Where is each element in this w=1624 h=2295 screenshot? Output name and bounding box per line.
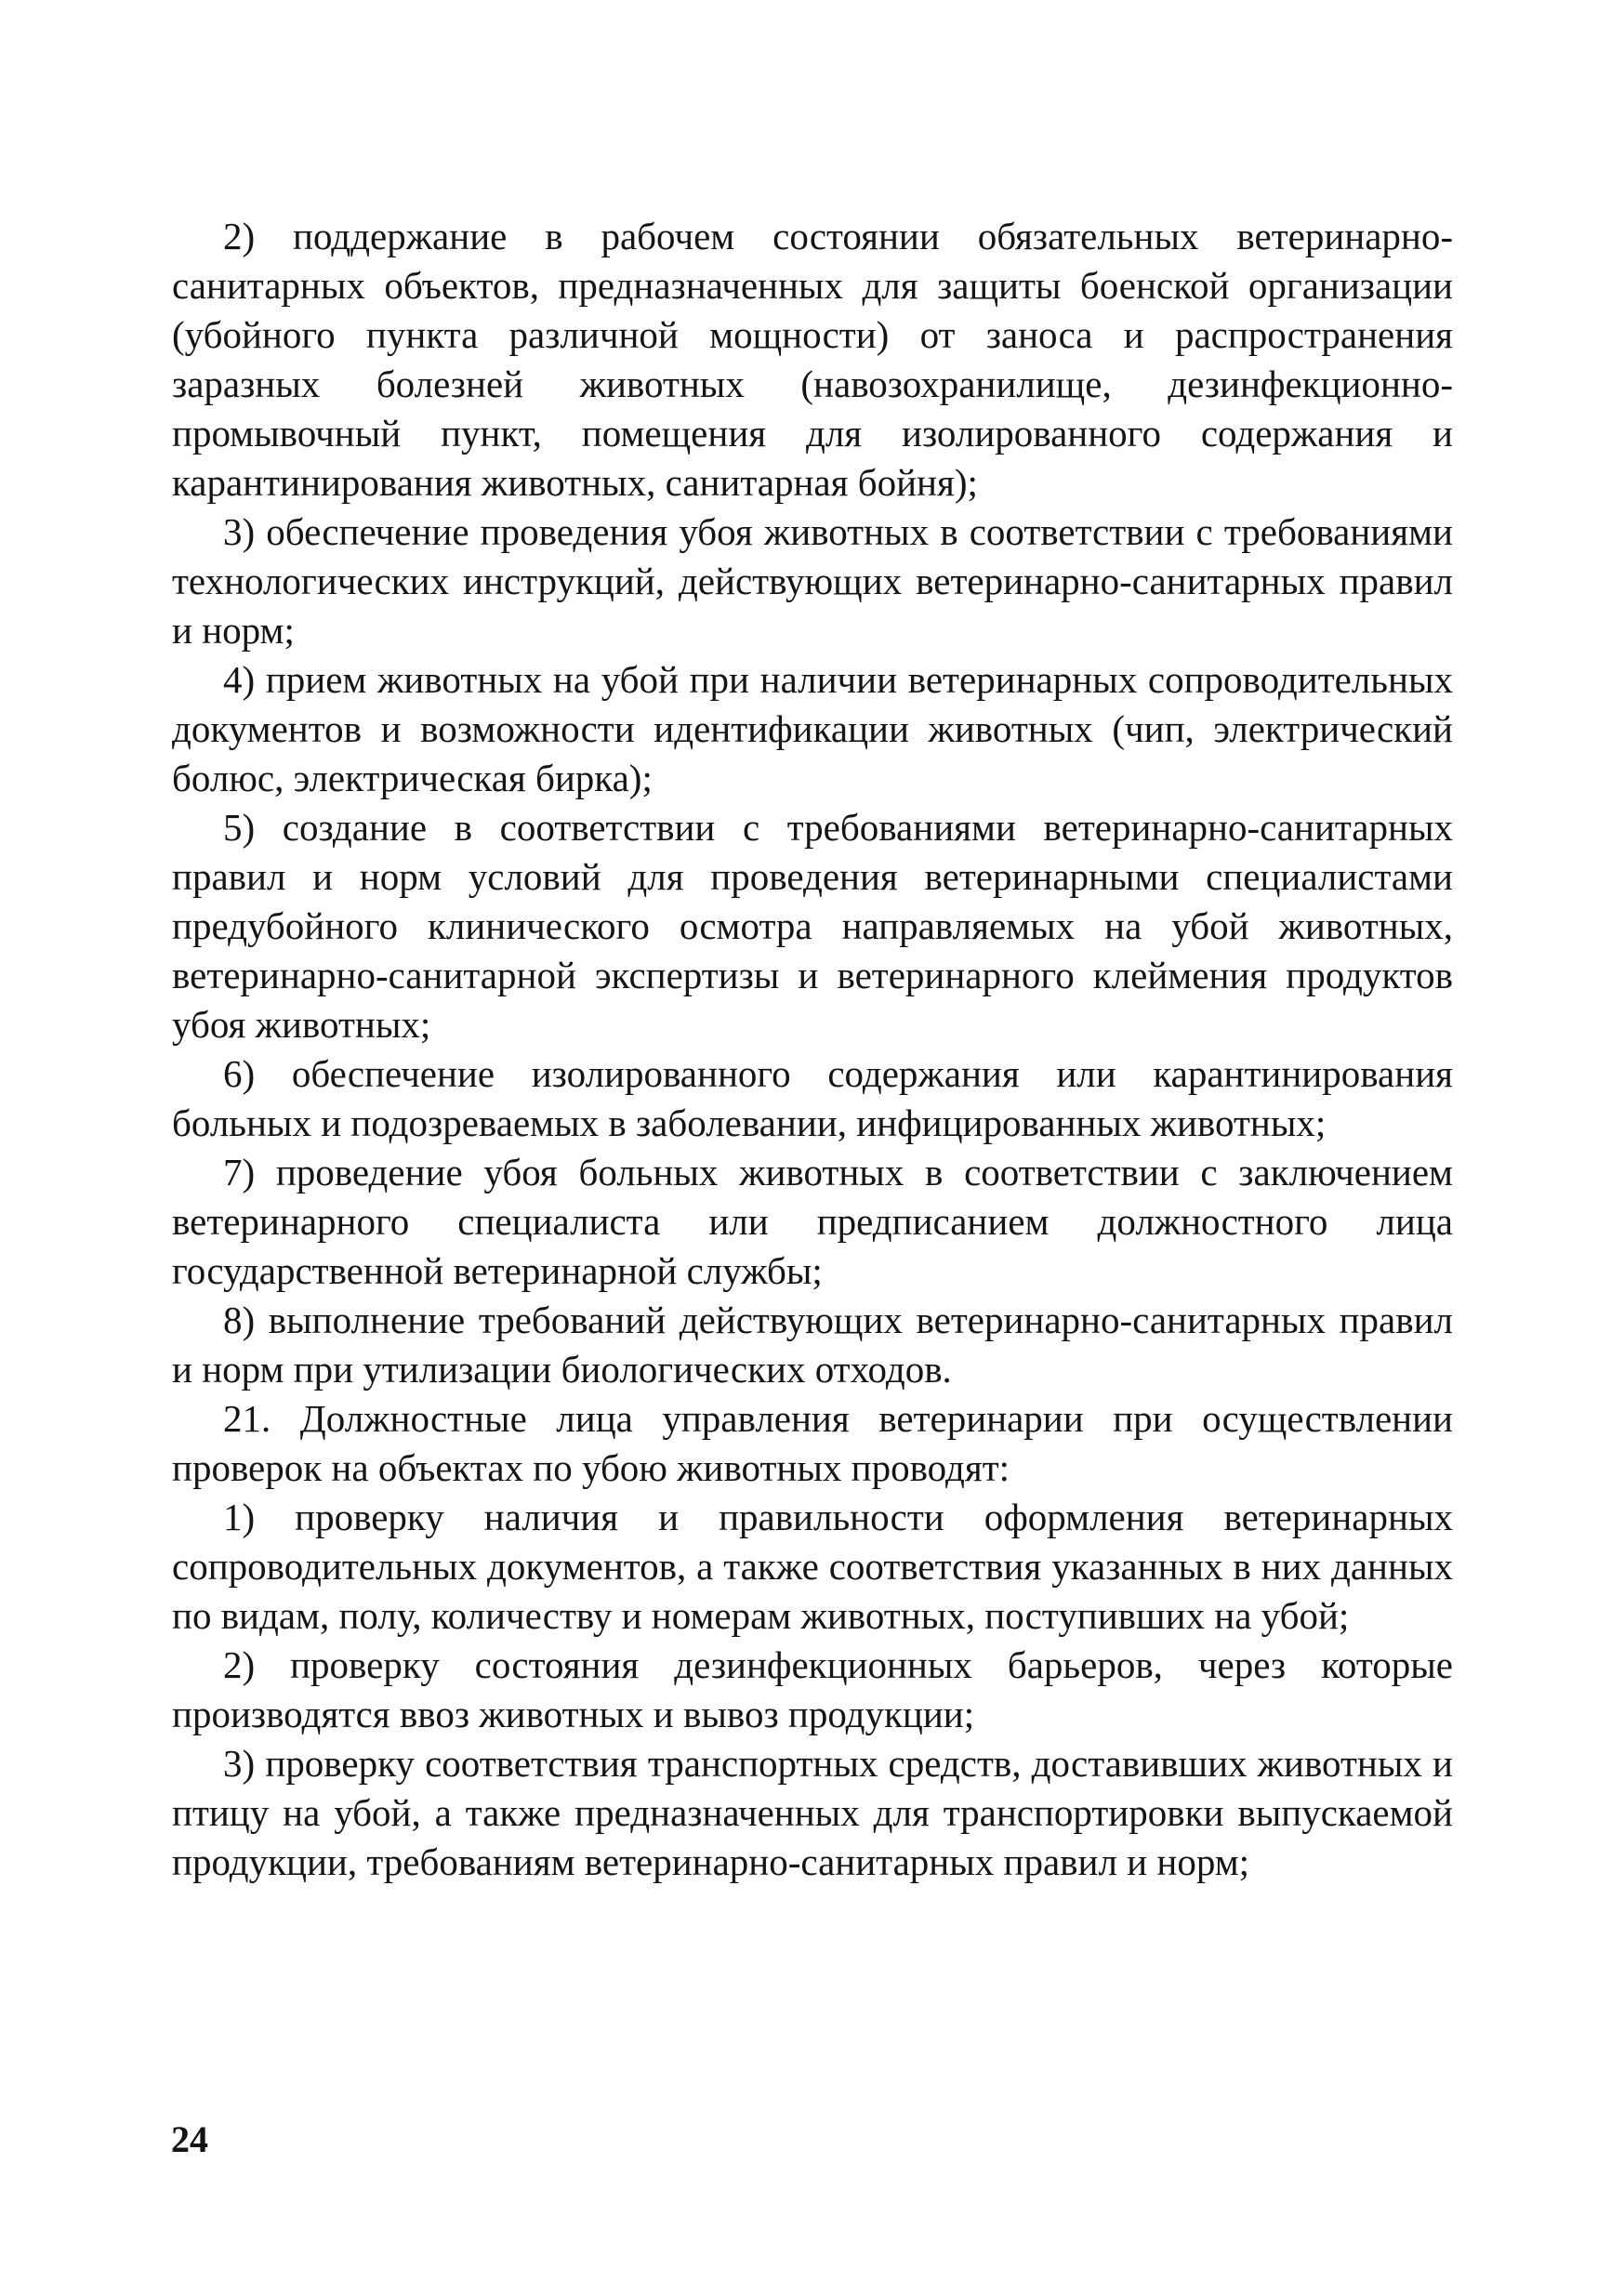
paragraph-check-2-barriers: 2) проверку состояния дезинфекционных барьеров, через которые производятся ввоз животных и вывоз продукции; [172, 1643, 1453, 1735]
page-number: 24 [171, 2118, 208, 2160]
paragraph-item-2-maintenance: 2) поддержание в рабочем состоянии обязательных ветеринарно-санитарных объектов, предназначенных для защиты боенской организации (убойного пункта различной мощности) от заноса и распространения заразных болезней животных (навозохранилище, дезинфекционно-промывочный пункт, помещения для изолированного содержания и карантинирования животных, санитарная бойня); [172, 215, 1453, 504]
paragraph-item-6-isolation: 6) обеспечение изолированного содержания или карантинирования больных и подозреваемых в заболевании, инфицированных животных; [172, 1052, 1453, 1144]
paragraph-item-4-acceptance: 4) прием животных на убой при наличии ветеринарных сопроводительных документов и возможности идентификации животных (чип, электрический болюс, электрическая бирка); [172, 658, 1453, 799]
body-text [172, 212, 1453, 1887]
paragraph-item-8-waste: 8) выполнение требований действующих ветеринарно-санитарных правил и норм при утилизации биологических отходов. [172, 1299, 1453, 1391]
paragraph-item-7-sick-slaughter: 7) проведение убоя больных животных в соответствии с заключением ветеринарного специалиста или предписанием должностного лица государственной ветеринарной службы; [172, 1151, 1453, 1292]
paragraph-check-3-transport: 3) проверку соответствия транспортных средств, доставивших животных и птицу на убой, а также предназначенных для транспортировки выпускаемой продукции, требованиям ветеринарно-санитарных правил и норм; [172, 1742, 1453, 1883]
paragraph-item-5-conditions: 5) создание в соответствии с требованиями ветеринарно-санитарных правил и норм условий для проведения ветеринарными специалистами предубойного клинического осмотра направляемых на убой животных, ветеринарно-санитарной экспертизы и ветеринарного клеймения продуктов убоя животных; [172, 806, 1453, 1046]
paragraph-item-3-slaughter: 3) обеспечение проведения убоя животных в соответствии с требованиями технологических инструкций, действующих ветеринарно-санитарных правил и норм; [172, 510, 1453, 652]
paragraph-section-21: 21. Должностные лица управления ветеринарии при осуществлении проверок на объектах по убою животных проводят: [172, 1397, 1453, 1489]
paragraph-check-1-documents: 1) проверку наличия и правильности оформления ветеринарных сопроводительных документов, а также соответствия указанных в них данных по видам, полу, количеству и номерам животных, поступивших на убой; [172, 1496, 1453, 1637]
